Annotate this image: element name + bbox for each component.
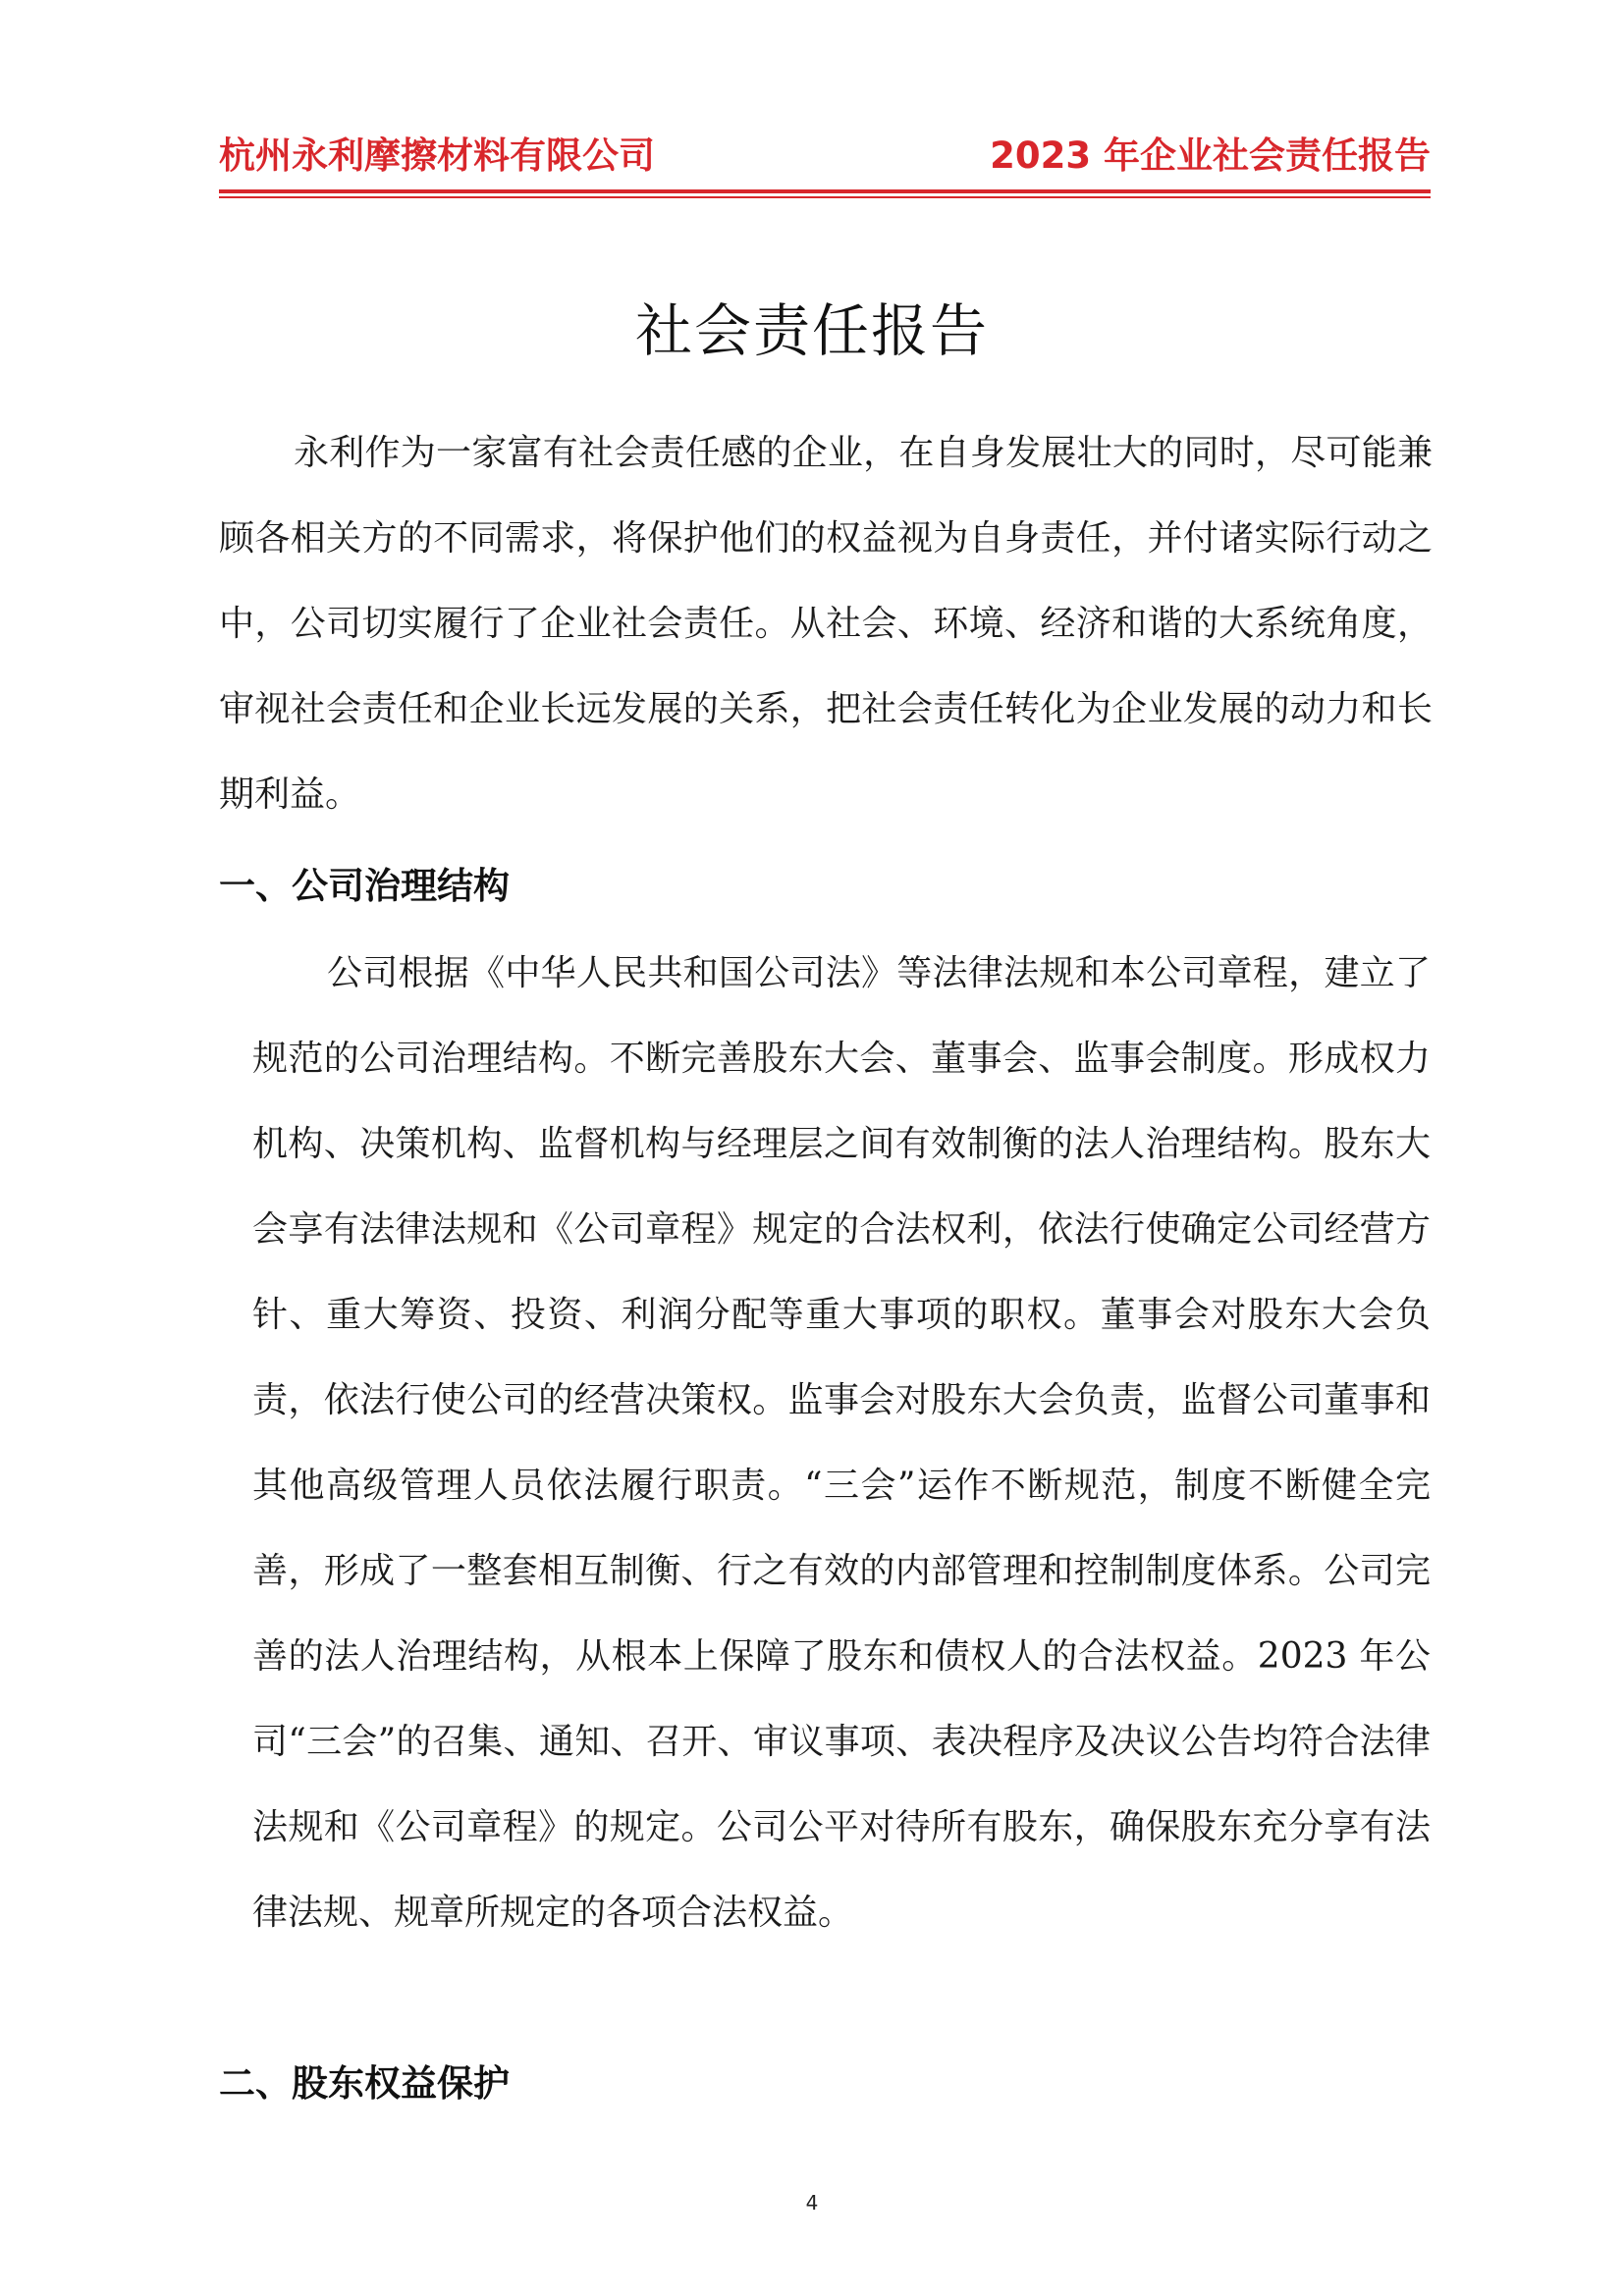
page-number: 4 (805, 2191, 819, 2215)
section-heading-shareholders: 二、股东权益保护 (219, 2062, 510, 2105)
section-heading-governance: 一、公司治理结构 (219, 865, 510, 907)
section-body-governance: 公司根据《中华人民共和国公司法》等法律法规和本公司章程，建立了规范的公司治理结构。不断完善股东大会、董事会、监事会制度。形成权力机构、决策机构、监督机构与经理层之间有效制衡的法人治理结构。股东大会享有法律法规和《公司章程》规定的合法权利，依法行使确定公司经营方针、重大筹资、投资、利润分配等重大事项的职权。董事会对股东大会负责，依法行使公司的经营决策权。监事会对股东大会负责，监督公司董事和其他高级管理人员依法履行职责。“三会”运作不断规范，制度不断健全完善，形成了一整套相互制衡、行之有效的内部管理和控制制度体系。公司完善的法人治理结构，从根本上保障了股东和债权人的合法权益。2023 年公司“三会”的召集、通知、召开、审议事项、表决程序及决议公告均符合法律法规和《公司章程》的规定。公司公平对待所有股东，确保股东充分享有法律法规、规章所规定的各项合法权益。 (252, 953, 1431, 1933)
header-company-name: 杭州永利摩擦材料有限公司 (219, 134, 655, 177)
intro-paragraph: 永利作为一家富有社会责任感的企业，在自身发展壮大的同时，尽可能兼顾各相关方的不同需求，将保护他们的权益视为自身责任，并付诸实际行动之中，公司切实履行了企业社会责任。从社会、环境、经济和谐的大系统角度，审视社会责任和企业长远发展的关系，把社会责任转化为企业发展的动力和长期利益。 (219, 433, 1433, 815)
header-report-name: 2023 年企业社会责任报告 (990, 134, 1431, 177)
page-header (219, 126, 1431, 183)
header-rule-thick (219, 189, 1431, 193)
document-title: 社会责任报告 (634, 297, 989, 364)
header-rule-thin (219, 196, 1431, 198)
